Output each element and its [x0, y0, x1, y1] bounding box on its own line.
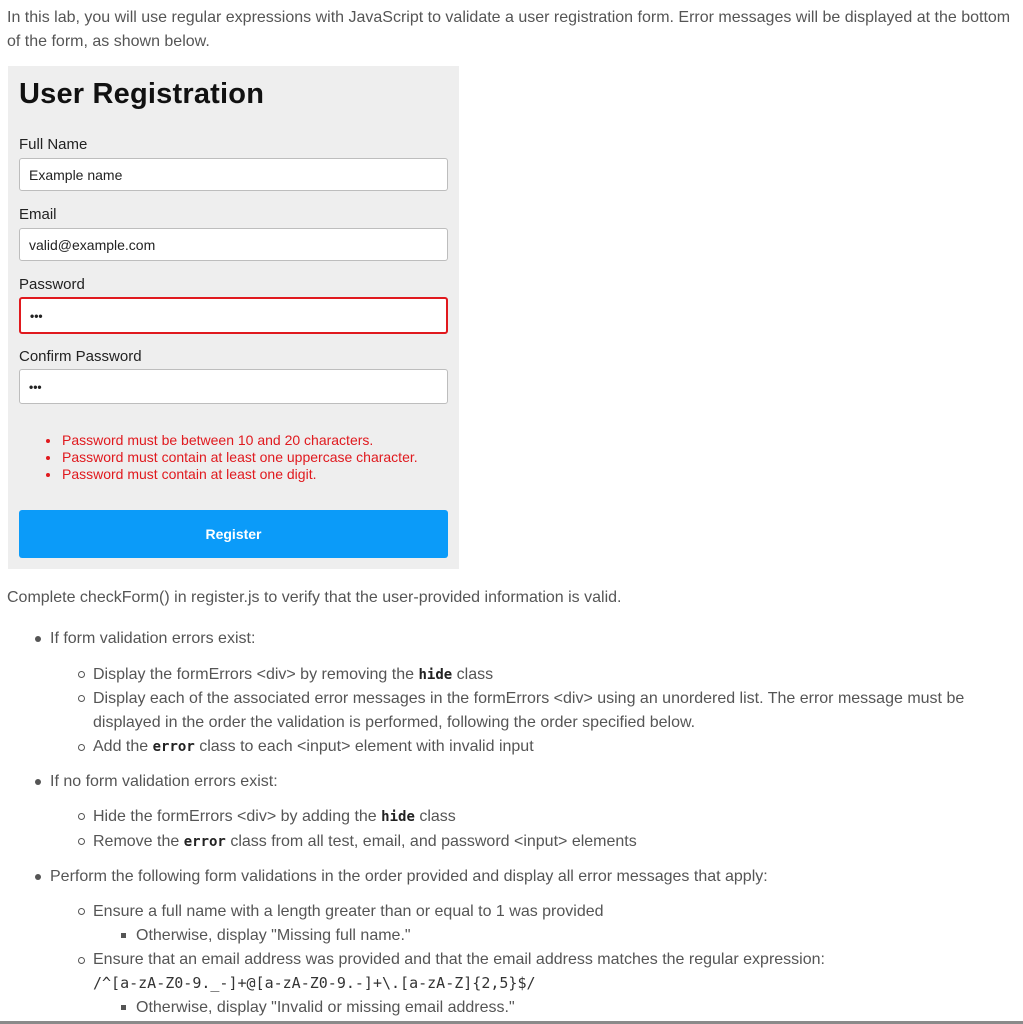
no-error-step-2	[93, 830, 637, 854]
error-code: error	[183, 834, 226, 850]
bullet-disc-icon	[35, 779, 41, 785]
confirm-password-value: •••	[29, 380, 42, 394]
full-name-label: Full Name	[19, 136, 88, 153]
validation-1: Ensure a full name with a length greater than or equal to 1 was provided	[93, 903, 604, 920]
email-regex: /^[a-zA-Z0-9._-]+@[a-zA-Z0-9.-]+\.[a-zA-Z]{2,5}$/	[93, 974, 536, 992]
bullet-circle-icon	[78, 957, 85, 964]
error-step-1	[93, 663, 493, 687]
error-step-3-pre: Add the	[93, 738, 153, 755]
error-step-1-pre: Display the formErrors <div> by removing the	[93, 666, 419, 683]
bullet-disc-icon	[35, 874, 41, 880]
validation-1-message: Otherwise, display "Missing full name."	[136, 927, 411, 944]
bullet-circle-icon	[78, 695, 85, 702]
hide-code: hide	[418, 667, 453, 683]
password-value: •••	[30, 309, 43, 323]
bullet-circle-icon	[78, 813, 85, 820]
no-error-step-2-post: class from all test, email, and password <input> elements	[225, 833, 637, 850]
bullet-square-icon	[121, 933, 126, 938]
no-error-step-1-pre: Hide the formErrors <div> by adding the	[93, 808, 382, 825]
validation-2-message: Otherwise, display "Invalid or missing email address."	[136, 999, 515, 1016]
register-button[interactable]: Register	[19, 510, 448, 558]
validation-2: Ensure that an email address was provided and that the email address matches the regular expression:	[93, 951, 825, 968]
registration-form-screenshot	[8, 66, 459, 569]
confirm-password-label: Confirm Password	[19, 348, 142, 365]
error-message: Password must contain at least one uppercase character.	[45, 449, 418, 466]
full-name-value: Example name	[29, 167, 123, 183]
error-message: Password must contain at least one digit.	[45, 466, 418, 483]
form-title: User Registration	[19, 78, 265, 110]
bullet-circle-icon	[78, 671, 85, 678]
hide-code: hide	[381, 809, 415, 825]
bullet-circle-icon	[78, 838, 85, 845]
if-errors-heading: If form validation errors exist:	[50, 630, 256, 647]
intro-paragraph: In this lab, you will use regular expressions with JavaScript to validate a user registration form. Error messages will be displayed at the bottom of the form, as shown below.	[7, 9, 1011, 50]
error-message: Password must be between 10 and 20 characters.	[45, 432, 418, 449]
bullet-circle-icon	[78, 744, 85, 751]
error-code: error	[152, 739, 195, 755]
email-value: valid@example.com	[29, 237, 156, 253]
bullet-circle-icon	[78, 908, 85, 915]
no-error-step-1-post: class	[414, 808, 456, 825]
error-step-1-post: class	[452, 666, 494, 683]
password-label: Password	[19, 276, 85, 293]
confirm-password-input[interactable]	[19, 369, 448, 404]
email-label: Email	[19, 206, 57, 223]
full-name-input[interactable]	[19, 158, 448, 191]
form-errors-list	[45, 432, 418, 483]
bullet-square-icon	[121, 1005, 126, 1010]
perform-heading: Perform the following form validations in the order provided and display all error messages that apply:	[50, 868, 768, 885]
if-no-errors-heading: If no form validation errors exist:	[50, 773, 278, 790]
no-error-step-2-pre: Remove the	[93, 833, 184, 850]
bullet-disc-icon	[35, 636, 41, 642]
error-step-2-line1: Display each of the associated error messages in the formErrors <div> using an unordered list. The error message must be	[93, 690, 965, 707]
error-step-3	[93, 735, 534, 759]
no-error-step-1	[93, 805, 456, 829]
error-step-3-post: class to each <input> element with invalid input	[194, 738, 534, 755]
error-step-2-line2: displayed in the order the validation is performed, following the order specified below.	[93, 714, 696, 731]
complete-instruction: Complete checkForm() in register.js to verify that the user-provided information is valid.	[7, 589, 622, 606]
password-input[interactable]	[19, 297, 448, 334]
email-input[interactable]	[19, 228, 448, 261]
